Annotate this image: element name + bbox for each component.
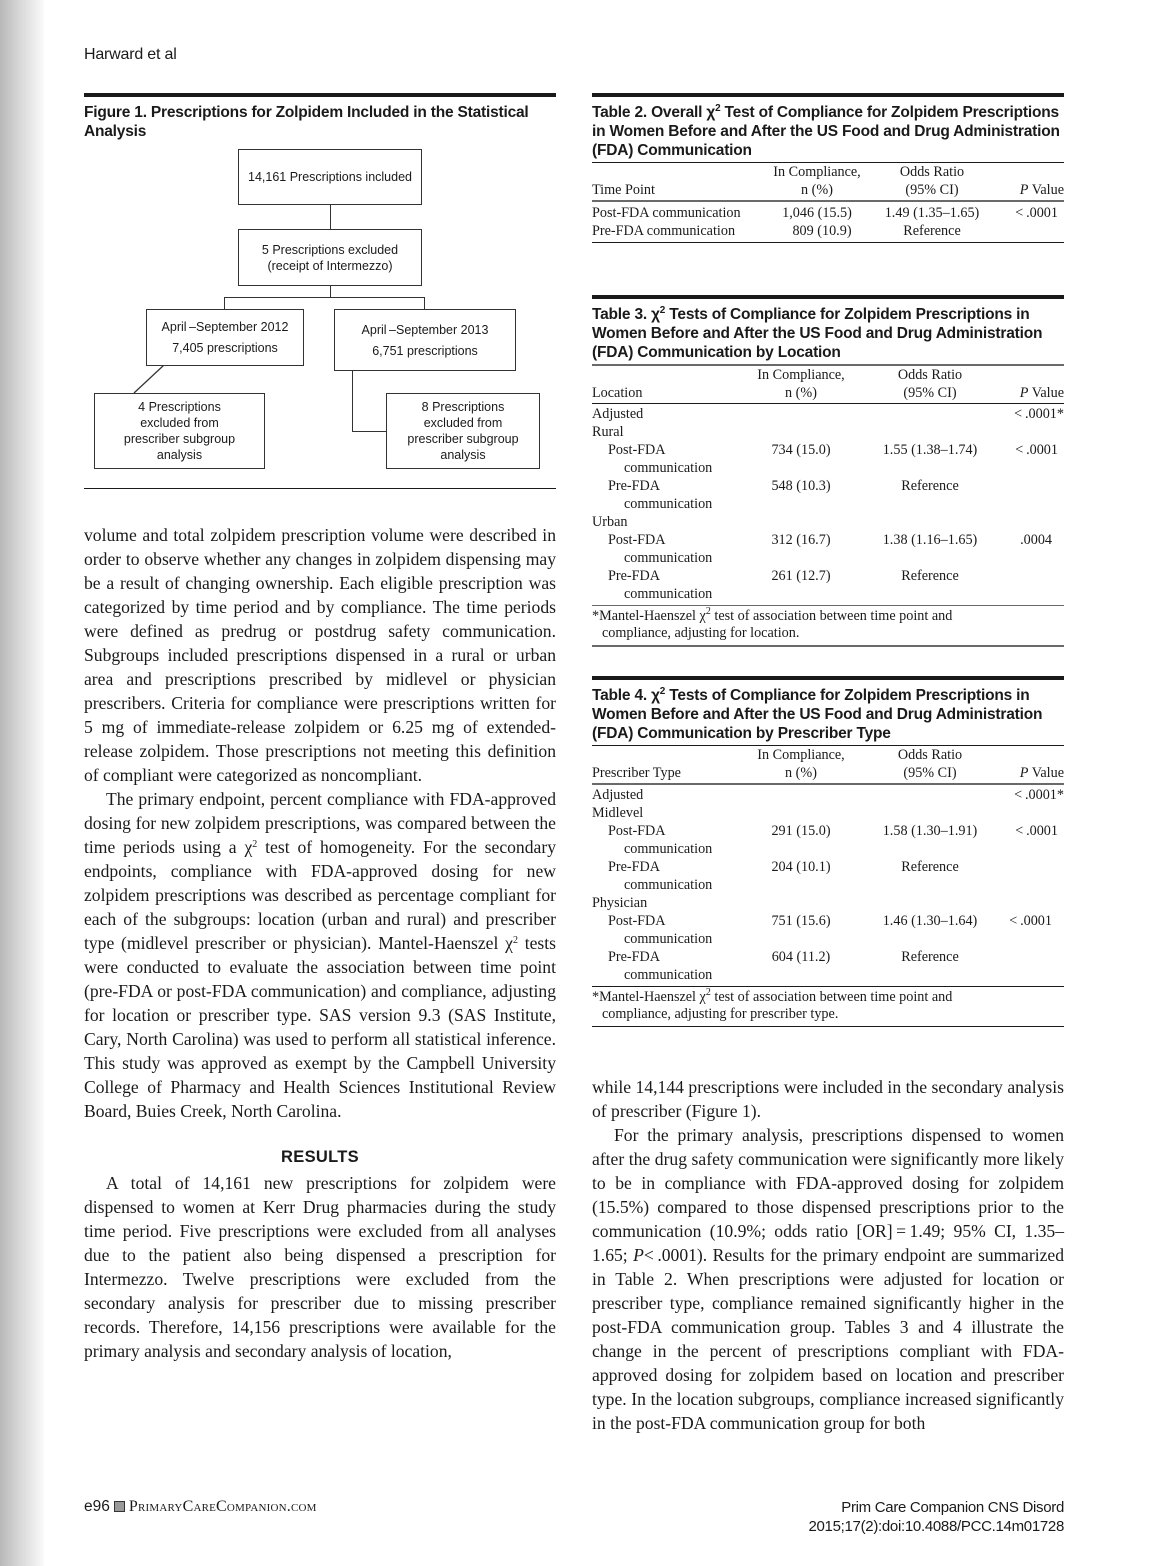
flow-text: prescriber subgroup [407,432,519,446]
table-bottom-rule [592,645,1064,647]
cell: communication [624,930,713,947]
table-row [592,822,1064,840]
text-span: Value [1028,182,1064,198]
flow-box-excl-2013 [386,393,540,469]
flow-text: analysis [156,448,203,462]
col-header [872,163,992,199]
table-title [592,686,1064,743]
connector [352,371,353,432]
connector [224,297,225,309]
col-header: Time Point [592,182,655,198]
cell: Pre-FDA [608,858,661,875]
table-row [592,531,1064,549]
rule [592,200,1064,202]
text-span: In Compliance, [773,164,861,180]
cell: Pre-FDA [608,948,661,965]
square-bullet-icon [114,1501,125,1512]
cell: Post-FDA [608,822,666,839]
table-row [592,930,1064,948]
text-span: Tests of Compliance for Zolpidem Prescriptions in Women Before and After the US Food and Drug Administration (FDA) Communication by Location [592,306,1043,361]
cell: communication [624,876,713,893]
connector-diagonal [124,365,174,395]
connector [424,297,425,309]
text-span: In Compliance, [757,366,845,383]
cell: Pre-FDA communication [592,223,736,239]
flow-text: 6,751 prescriptions [372,343,478,358]
table-footnote [592,987,1064,1026]
text-span: P [1019,765,1029,781]
paragraph: A total of 14,161 new prescriptions for zolpidem were dispensed to women at Kerr Drug pharmacies during the study time period. Five prescriptions were excluded from all analyses due to the patient also being dispensed a prescription for Intermezzo. Twelve prescriptions were excluded from the secondary analysis for prescriber due to missing prescriber records. Therefore, 14,156 prescriptions were available for the primary analysis and secondary analysis of location, [84,1173,556,1361]
journal-name: Prim Care Companion CNS Disord [841,1499,1064,1516]
table-3 [592,295,1064,647]
cell: .0004 [1020,531,1052,548]
text-span: compliance, adjusting for location. [602,625,800,641]
journal-doi: 2015;17(2):doi:10.4088/PCC.14m01728 [808,1518,1064,1535]
flow-text: excluded from [423,416,503,430]
table-row [592,423,1064,441]
text-span: (95% CI) [905,182,959,198]
table-row [592,786,1064,804]
flow-text: 4 Prescriptions [138,400,221,414]
page-edge-shadow [0,0,44,1566]
table-row [592,495,1064,513]
table-row [592,441,1064,459]
table-2 [592,93,1064,243]
data-table [592,163,1064,240]
text-span: Table 3. χ [592,306,660,323]
cell: 1.38 (1.16–1.65) [882,531,978,548]
cell: communication [624,966,713,983]
cell: communication [624,840,713,857]
cell: < .0001 [1015,441,1058,458]
table-row [592,513,1064,531]
cell: communication [624,459,713,476]
table-4 [592,676,1064,1027]
table-bottom-rule [592,242,1064,243]
cell: Reference [903,223,961,239]
col-header: Location [592,384,643,401]
table-top-rule [592,93,1064,97]
cell: Reference [901,567,959,584]
cell: 604 (11.2) [771,948,831,965]
text-span: P [633,1245,644,1265]
text-span: n (%) [785,765,817,781]
table-row [592,912,1064,930]
table-row [592,804,1064,822]
flow-text: April –September 2012 [161,320,289,334]
figure-title: Figure 1. Prescriptions for Zolpidem Included in the Statistical Analysis [84,104,529,140]
table-row [592,876,1064,894]
text-span: Table 4. χ [592,687,660,704]
cell: Post-FDA communication [592,205,741,221]
cell: Pre-FDA [608,567,661,584]
flow-text: 14,161 Prescriptions included [248,170,412,184]
figure-1 [84,93,556,489]
cell: Reference [901,477,959,494]
cell: 809 (10.9) [792,223,852,239]
cell: 1.55 (1.38–1.74) [882,441,978,458]
text-span: compliance, adjusting for prescriber type. [602,1005,839,1022]
text-span: Value [1028,384,1064,401]
cell [1000,948,1064,966]
text-span: P [1019,384,1029,401]
superscript: 2 [659,305,666,316]
table-row [592,549,1064,567]
cell: 1.58 (1.30–1.91) [882,822,978,839]
flow-text: excluded from [140,416,219,430]
text-span: n (%) [785,384,817,401]
paragraph [592,1123,1064,1435]
text-span: Tests of Compliance for Zolpidem Prescriptions in Women Before and After the US Food and Drug Administration (FDA) Communication by Prescriber Type [592,687,1043,742]
flow-text: (receipt of Intermezzo) [267,258,393,273]
col-header [992,163,1064,199]
table-row [592,840,1064,858]
flow-box-2013 [334,309,516,371]
table-top-rule [592,295,1064,299]
text-span: Table 2. Overall χ [592,104,716,121]
text-span: tests were conducted to evaluate the association between time point (pre-FDA or post-FDA communication) and compliance, adjusting for location or prescriber type. SAS version 9.3 (SAS Institute, Cary, North Carolina) was used to perform all statistical inference. This study was approved as exempt by the Campbell University College of Pharmacy and Health Sciences Institutional Review Board, Buies Creek, North Carolina. [84,933,556,1121]
text-span: *Mantel-Haenszel χ [592,988,706,1005]
col-header: Prescriber Type [592,765,681,781]
text-span: test of association between time point and [710,608,953,624]
table-row [592,477,1064,495]
cell: < .0001* [1014,786,1064,803]
cell: 1,046 (15.5) [782,205,852,221]
cell: Post-FDA [608,441,666,458]
text-span: Value [1028,765,1064,781]
flow-box-excluded [238,229,422,286]
cell: 548 (10.3) [771,477,831,494]
text-span: In Compliance, [757,747,845,763]
data-table [592,366,1064,603]
cell: Pre-FDA [608,477,661,494]
superscript: 2 [252,839,258,850]
group-label: Rural [592,423,624,440]
cell: Reference [901,858,959,875]
paragraph [84,787,556,1123]
flow-box-2012 [146,309,304,366]
text-span: For the primary analysis, prescriptions dispensed to women after the drug safety communication were significantly more likely to be in compliance with FDA-approved dosing for zolpidem (15.5%) compared to those dispensed prescriptions prior to the communication (10.9%; odds ratio [OR] = 1.49; 95% CI, 1.35–1.65; [592,1125,1064,1265]
table-row [592,222,1064,240]
section-heading-results: RESULTS [281,1148,359,1166]
flow-text: 5 Prescriptions excluded [261,242,399,257]
flow-text: 7,405 prescriptions [172,341,278,355]
footer-page-info [84,1498,317,1516]
group-label: Physician [592,894,648,911]
table-top-rule [592,676,1064,680]
table-row [592,894,1064,912]
cell: Reference [901,948,959,965]
text-span: Test of Compliance for Zolpidem Prescriptions in Women Before and After the US Food and Drug Administration (FDA) Communication [592,104,1060,159]
text-span: Odds Ratio [899,164,965,180]
text-span: Odds Ratio [897,747,963,763]
cell: < .0001 [1015,822,1058,839]
cell: 734 (15.0) [771,441,831,458]
table-row [592,204,1064,222]
table-bottom-rule [592,1026,1064,1027]
connector [330,205,331,229]
text-span: < .0001). Results for the primary endpoint are summarized in Table 2. When prescriptions were adjusted for location or prescriber type, compliance remained significantly higher in the post-FDA communication group. Tables 3 and 4 illustrate the change in the percent of prescriptions compliant with FDA-approved dosing for zolpidem based on location and prescriber type. In the location subgroups, compliance increased significantly in the post-FDA communication group for both [592,1245,1065,1433]
cell: 204 (10.1) [771,858,831,875]
col-header [762,163,872,199]
connector [224,297,425,298]
col-header [860,366,1000,402]
col-header [1000,366,1064,402]
left-body-text [84,523,556,1363]
superscript: 2 [715,103,721,114]
table-row [592,948,1064,966]
cell: 312 (16.7) [771,531,831,548]
flow-box-excl-2012 [94,393,265,469]
rule [592,783,1064,785]
cell: Post-FDA [608,912,666,929]
group-label: Midlevel [592,804,644,821]
flow-text: analysis [440,448,486,462]
col-header [860,746,1000,782]
journal-site-link[interactable]: PrimaryCareCompanion.com [128,1498,317,1515]
paragraph: volume and total zolpidem prescription volume were described in order to observe whether any changes in zolpidem dispensing may be a result of changing ownership. Each eligible prescription was categorized by time period and by compliance. The time periods were defined as predrug or postdrug safety communication. Subgroups included prescriptions dispensed in a rural or urban area and prescriptions prescribed by midlevel or physician prescribers. Criteria for compliance were prescriptions written for 5 mg of immediate-release zolpidem or 6.25 mg of extended-release zolpidem. Those prescriptions not meeting this definition of compliant were categorized as noncompliant. [84,525,556,785]
flowchart [84,149,556,494]
text-span: test of homogeneity. For the secondary endpoints, compliance with FDA-approved dosing for new zolpidem prescriptions was described as percentage compliant for each of the subgroups: location (urban and rural) and prescriber type (midlevel prescriber or physician). Mantel-Haenszel χ [84,837,556,953]
text-span: P [1019,182,1029,198]
flow-text: April –September 2013 [361,322,489,337]
superscript: 2 [705,606,711,617]
table-footnote [592,606,1064,645]
cell: < .0001 [1015,205,1058,221]
data-table [592,746,1064,984]
cell: < .0001* [1014,405,1064,422]
text-span: *Mantel-Haenszel χ [592,608,706,624]
text-span: n (%) [801,182,833,198]
table-row [592,585,1064,603]
text-span: (95% CI) [903,765,957,781]
flow-text: 8 Prescriptions [421,400,505,414]
flow-text: prescriber subgroup [123,432,236,446]
superscript: 2 [705,986,711,998]
running-head: Harward et al [84,46,177,63]
cell [1000,567,1064,585]
cell: < .0001 [1009,912,1052,929]
cell [992,222,1064,240]
cell: 291 (15.0) [771,822,831,839]
page-number: e96 [84,1498,110,1515]
table-row [592,459,1064,477]
connector [352,431,387,432]
cell [1000,477,1064,495]
text-span: test of association between time point and [710,988,953,1005]
table-row [592,966,1064,984]
table-row [592,567,1064,585]
col-header [742,746,860,782]
flow-box-included [238,149,422,205]
table-title [592,305,1064,362]
cell: 751 (15.6) [771,912,831,929]
cell: communication [624,549,713,566]
cell: 261 (12.7) [771,567,831,584]
text-span: The primary endpoint, percent compliance with FDA-approved dosing for new zolpidem prescriptions, was compared between the time periods using a χ [84,789,556,857]
cell: communication [624,495,713,512]
cell: Adjusted [592,405,644,422]
table-row [592,405,1064,423]
cell: communication [624,585,713,602]
cell: 1.46 (1.30–1.64) [882,912,978,929]
figure-top-rule [84,93,556,97]
right-body-text [592,1075,1064,1435]
table-row [592,858,1064,876]
footer-citation [808,1498,1064,1536]
col-header [1000,746,1064,782]
paragraph: while 14,144 prescriptions were included in the secondary analysis of prescriber (Figure 1). [592,1077,1064,1121]
cell: Post-FDA [608,531,666,548]
table-title [592,103,1064,160]
cell: Adjusted [592,786,644,803]
cell [1000,858,1064,876]
group-label: Urban [592,513,628,530]
text-span: (95% CI) [903,384,957,401]
text-span: Odds Ratio [897,366,963,383]
rule [592,403,1064,404]
cell: 1.49 (1.35–1.65) [884,205,980,221]
superscript: 2 [512,935,518,946]
col-header [742,366,860,402]
superscript: 2 [659,686,666,697]
